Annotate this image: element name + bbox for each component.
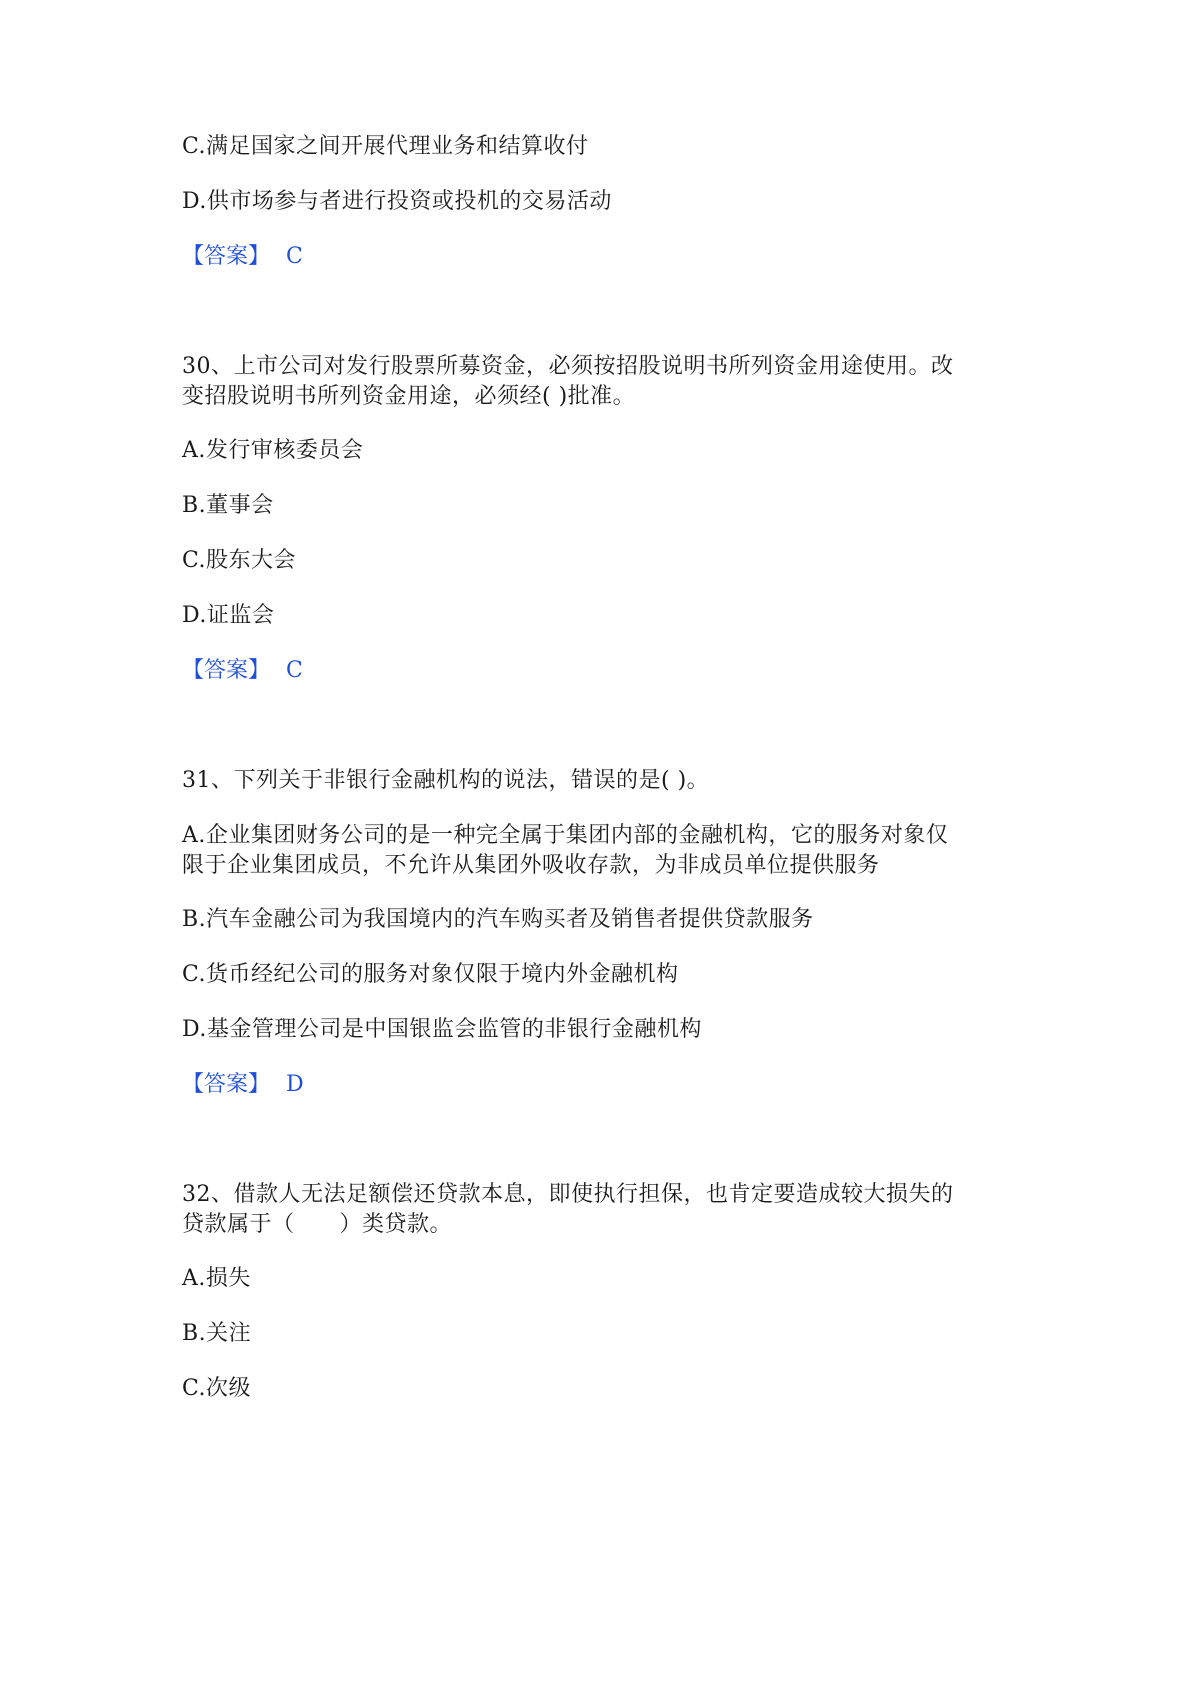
q31-stem: 31、下列关于非银行金融机构的说法，错误的是( )。 — [182, 768, 710, 793]
answer-value: C — [286, 658, 303, 683]
answer-label: 【答案】 — [182, 1072, 271, 1097]
q31-answer — [182, 1069, 304, 1101]
q29-option-c: C.满足国家之间开展代理业务和结算收付 — [182, 134, 589, 159]
q30-option-b: B.董事会 — [182, 493, 274, 518]
answer-label: 【答案】 — [182, 244, 271, 269]
q31-option-a-line2: 限于企业集团成员，不允许从集团外吸收存款，为非成员单位提供服务 — [182, 853, 880, 878]
answer-label: 【答案】 — [182, 658, 271, 683]
q32-stem-line1: 32、借款人无法足额偿还贷款本息，即使执行担保，也肯定要造成较大损失的 — [182, 1182, 954, 1207]
q30-option-d: D.证监会 — [182, 603, 275, 628]
q32-option-b: B.关注 — [182, 1321, 252, 1346]
q32-option-a: A.损失 — [182, 1266, 251, 1291]
answer-value: D — [286, 1072, 304, 1097]
q32-stem-line2: 贷款属于（ ）类贷款。 — [182, 1212, 453, 1237]
answer-value: C — [286, 244, 303, 269]
q31-option-a-line1: A.企业集团财务公司的是一种完全属于集团内部的金融机构，它的服务对象仅 — [182, 823, 949, 848]
q31-option-c: C.货币经纪公司的服务对象仅限于境内外金融机构 — [182, 962, 679, 987]
q30-answer — [182, 655, 303, 687]
q30-option-a: A.发行审核委员会 — [182, 438, 364, 463]
q32-option-c: C.次级 — [182, 1376, 252, 1401]
q30-stem-line2: 变招股说明书所列资金用途，必须经( )批准。 — [182, 384, 636, 409]
q30-option-c: C.股东大会 — [182, 548, 297, 573]
q29-answer — [182, 241, 303, 273]
q31-option-b: B.汽车金融公司为我国境内的汽车购买者及销售者提供贷款服务 — [182, 907, 814, 932]
q30-stem-line1: 30、上市公司对发行股票所募资金，必须按招股说明书所列资金用途使用。改 — [182, 354, 954, 379]
q31-option-d: D.基金管理公司是中国银监会监管的非银行金融机构 — [182, 1017, 702, 1042]
q29-option-d: D.供市场参与者进行投资或投机的交易活动 — [182, 189, 612, 214]
